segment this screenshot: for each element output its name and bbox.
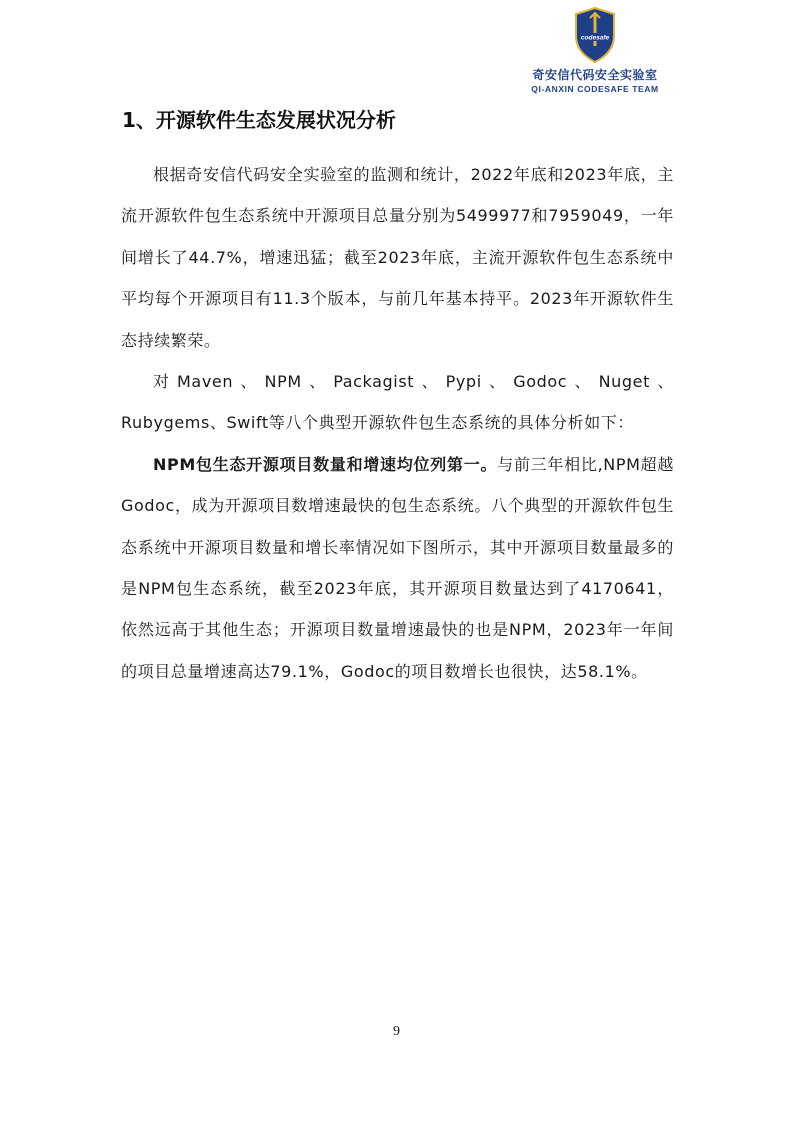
paragraph-overview: 根据奇安信代码安全实验室的监测和统计，2022年底和2023年底，主流开源软件包生态系统中开源项目总量分别为5499977和7959049，一年间增长了44.7%，增速迅猛；截至2023年底，主流开源软件包生态系统中平均每个开源项目有11.3个版本，与前几年基本持平。2023年开源软件生态持续繁荣。 <box>121 165 674 350</box>
logo-chinese-name: 奇安信代码安全实验室 <box>532 68 658 82</box>
logo-english-name: QI-ANXIN CODESAFE TEAM <box>531 84 659 94</box>
paragraph-ecosystems: 对Maven、NPM、Packagist、Pypi、Godoc、Nuget、Rubygems、Swift等八个典型开源软件包生态系统的具体分析如下： <box>121 372 674 433</box>
paragraph-npm-rest: 与前三年相比,NPM超越Godoc，成为开源项目数增速最快的包生态系统。八个典型的开源软件包生态系统中开源项目数量和增长率情况如下图所示，其中开源项目数量最多的是NPM包生态系统，截至2023年底，其开源项目数量达到了4170641，依然远高于其他生态；开源项目数量增速最快的也是NPM，2023年一年间的项目总量增速高达79.1%，Godoc的项目数增长也很快，达58.1%。 <box>121 454 674 681</box>
section-heading: 1、开源软件生态发展状况分析 <box>122 108 396 132</box>
logo-shield-text: codesafe <box>580 34 610 42</box>
shield-logo-icon <box>573 6 617 64</box>
paragraph-npm-bold-lead: NPM包生态开源项目数量和增速均位列第一。 <box>153 454 498 474</box>
body-content <box>121 154 674 692</box>
header-logo <box>515 6 675 94</box>
page-number: 9 <box>393 1024 400 1039</box>
paragraph-npm <box>121 444 674 692</box>
